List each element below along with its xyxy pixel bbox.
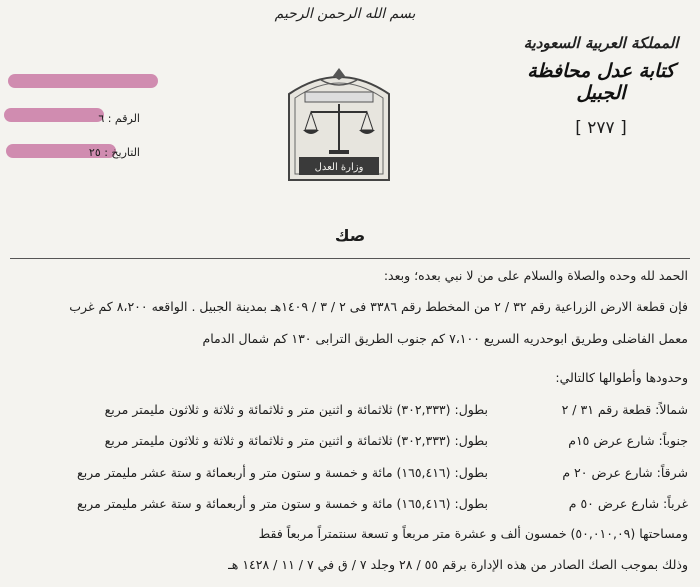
- reference-number: الرقم : ٦: [98, 112, 140, 125]
- area-line: ومساحتها (٥٠,٠١٠,٠٩) خمسون ألف و عشرة متر مربعاً و تسعة سنتمتراً مربعاً فقط: [258, 526, 688, 541]
- bound-side-north: شمالاً: قطعة رقم ٣١ / ٢: [561, 402, 688, 417]
- opening-line: الحمد لله وحده والصلاة والسلام على من لا نبي بعده؛ وبعد:: [383, 268, 688, 283]
- bound-side-south: جنوباً: شارع عرض ١٥م: [568, 433, 688, 448]
- office-code: [ ٢٧٧ ]: [575, 118, 627, 138]
- bounds-intro: وحدودها وأطوالها كالتالي:: [555, 370, 688, 385]
- reference-date: التاريخ : ٢٥: [88, 146, 140, 159]
- property-line-2: معمل الفاضلى وطريق ابوحدريه السريع ٧،١٠٠ كم جنوب الطريق الترابى ١٣٠ كم شمال الدمام: [202, 331, 688, 346]
- page-title: صك: [334, 226, 366, 245]
- emblem-caption: وزارة العدل: [314, 162, 364, 173]
- divider: [10, 258, 690, 259]
- property-line-1: فإن قطعة الارض الزراعية رقم ٣٢ / ٢ من المخطط رقم ٣٣٨٦ فى ٢ / ٣ / ١٤٠٩هـ بمدينة الجبيل . الواقعه ٨،٢٠٠ كم غرب: [69, 299, 688, 314]
- bound-side-east: شرقاً: شارع عرض ٢٠ م: [562, 465, 688, 480]
- bound-length-south: بطول: (٣٠٢,٣٣٣) ثلاثمائة و اثنين متر و ثلاثمائة و ثلاثة و ثلاثون مليمتر مربع: [104, 433, 488, 448]
- bound-length-north: بطول: (٣٠٢,٣٣٣) ثلاثمائة و اثنين متر و ثلاثمائة و ثلاثة و ثلاثون مليمتر مربع: [104, 402, 488, 417]
- redaction-mark: [8, 74, 158, 88]
- bound-length-west: بطول: (١٦٥,٤١٦) مائة و خمسة و ستون متر و أربعمائة و ستة عشر مليمتر مربع: [77, 496, 488, 511]
- ministry-emblem-icon: [283, 64, 395, 182]
- basmala: بسم الله الرحمن الرحيم: [274, 6, 416, 22]
- country-name: المملكة العربية السعودية: [523, 34, 679, 52]
- office-name: كتابة عدل محافظة الجبيل: [527, 60, 675, 104]
- bound-side-west: غرباً: شارع عرض ٥٠ م: [568, 496, 688, 511]
- issuing-authority: [516, 34, 686, 138]
- closing-line: وذلك بموجب الصك الصادر من هذه الإدارة برقم ٥٥ / ٢٨ وجلد ٧ / ق في ٧ / ١١ / ١٤٢٨ هـ: [228, 557, 688, 572]
- bound-length-east: بطول: (١٦٥,٤١٦) مائة و خمسة و ستون متر و أربعمائة و ستة عشر مليمتر مربع: [77, 465, 488, 480]
- redaction-mark: [4, 108, 104, 122]
